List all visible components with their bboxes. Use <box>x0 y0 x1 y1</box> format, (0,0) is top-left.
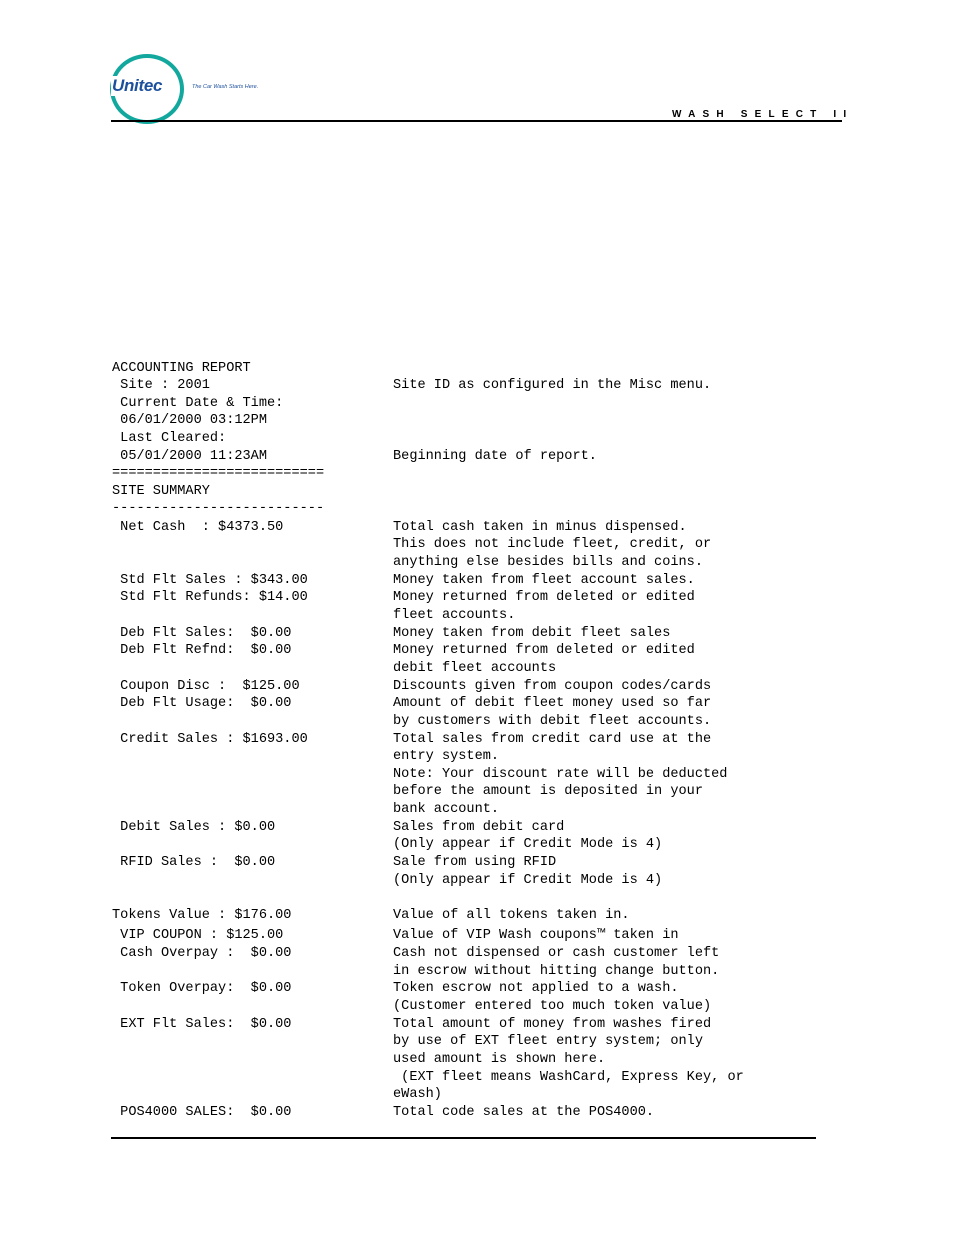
report-description: Money taken from debit fleet sales <box>393 626 671 641</box>
report-description: by customers with debit fleet accounts. <box>393 714 712 729</box>
report-line: POS4000 SALES: $0.00 <box>112 1105 292 1120</box>
report-line: Debit Sales : $0.00 <box>112 820 276 835</box>
report-description: anything else besides bills and coins. <box>393 555 703 570</box>
report-description: Amount of debit fleet money used so far <box>393 696 712 711</box>
report-description: eWash) <box>393 1087 442 1102</box>
report-description: (Only appear if Credit Mode is 4) <box>393 873 663 888</box>
report-description: This does not include fleet, credit, or <box>393 537 712 552</box>
unitec-logo <box>110 54 270 122</box>
report-description: debit fleet accounts <box>393 661 557 676</box>
report-line: Deb Flt Refnd: $0.00 <box>112 643 292 658</box>
report-description: before the amount is deposited in your <box>393 784 703 799</box>
report-description: (Customer entered too much token value) <box>393 999 712 1014</box>
report-description: Value of VIP Wash coupons™ taken in <box>393 928 679 943</box>
report-description: Value of all tokens taken in. <box>393 908 630 923</box>
report-separator: ========================== <box>112 466 325 481</box>
report-line: Std Flt Sales : $343.00 <box>112 573 308 588</box>
report-line: Current Date & Time: <box>112 396 284 411</box>
report-description: fleet accounts. <box>393 608 516 623</box>
report-description: Sales from debit card <box>393 820 565 835</box>
report-description: used amount is shown here. <box>393 1052 606 1067</box>
report-description: Cash not dispensed or cash customer left <box>393 946 720 961</box>
report-description: Money returned from deleted or edited <box>393 590 695 605</box>
report-line: Net Cash : $4373.50 <box>112 520 284 535</box>
report-description: Money taken from fleet account sales. <box>393 573 695 588</box>
report-description: Total amount of money from washes fired <box>393 1017 712 1032</box>
report-description: Note: Your discount rate will be deducted <box>393 767 728 782</box>
report-line: Site : 2001 <box>112 378 210 393</box>
report-description: entry system. <box>393 749 500 764</box>
report-description: by use of EXT fleet entry system; only <box>393 1034 703 1049</box>
report-description: Token escrow not applied to a wash. <box>393 981 679 996</box>
report-description: Beginning date of report. <box>393 449 597 464</box>
logo-tagline: The Car Wash Starts Here. <box>192 84 259 90</box>
report-line: Coupon Disc : $125.00 <box>112 679 300 694</box>
report-description: Discounts given from coupon codes/cards <box>393 679 712 694</box>
report-description: Money returned from deleted or edited <box>393 643 695 658</box>
report-title: ACCOUNTING REPORT <box>112 361 251 376</box>
logo-wordmark: Unitec <box>112 76 163 95</box>
report-description: Total cash taken in minus dispensed. <box>393 520 687 535</box>
header-divider <box>111 120 842 122</box>
report-description: (EXT fleet means WashCard, Express Key, or <box>393 1070 744 1085</box>
section-heading: SITE SUMMARY <box>112 484 210 499</box>
report-description: Sale from using RFID <box>393 855 557 870</box>
report-description: bank account. <box>393 802 500 817</box>
report-description: in escrow without hitting change button. <box>393 964 720 979</box>
report-description: Site ID as configured in the Misc menu. <box>393 378 712 393</box>
report-description: (Only appear if Credit Mode is 4) <box>393 837 663 852</box>
report-line: Last Cleared: <box>112 431 227 446</box>
header-title: WASH SELECT II <box>672 109 854 120</box>
report-line: RFID Sales : $0.00 <box>112 855 276 870</box>
report-description: Total sales from credit card use at the <box>393 732 712 747</box>
report-line: Tokens Value : $176.00 <box>112 908 292 923</box>
report-line: Cash Overpay : $0.00 <box>112 946 292 961</box>
report-description: Total code sales at the POS4000. <box>393 1105 655 1120</box>
report-line: 06/01/2000 03:12PM <box>112 413 267 428</box>
report-line: Std Flt Refunds: $14.00 <box>112 590 308 605</box>
report-line: VIP COUPON : $125.00 <box>112 928 284 943</box>
report-separator: -------------------------- <box>112 501 325 516</box>
report-line: 05/01/2000 11:23AM <box>112 449 267 464</box>
footer-divider <box>111 1137 816 1139</box>
report-line: Deb Flt Sales: $0.00 <box>112 626 292 641</box>
report-line: Deb Flt Usage: $0.00 <box>112 696 292 711</box>
report-line: Credit Sales : $1693.00 <box>112 732 308 747</box>
report-line: Token Overpay: $0.00 <box>112 981 292 996</box>
report-line: EXT Flt Sales: $0.00 <box>112 1017 292 1032</box>
